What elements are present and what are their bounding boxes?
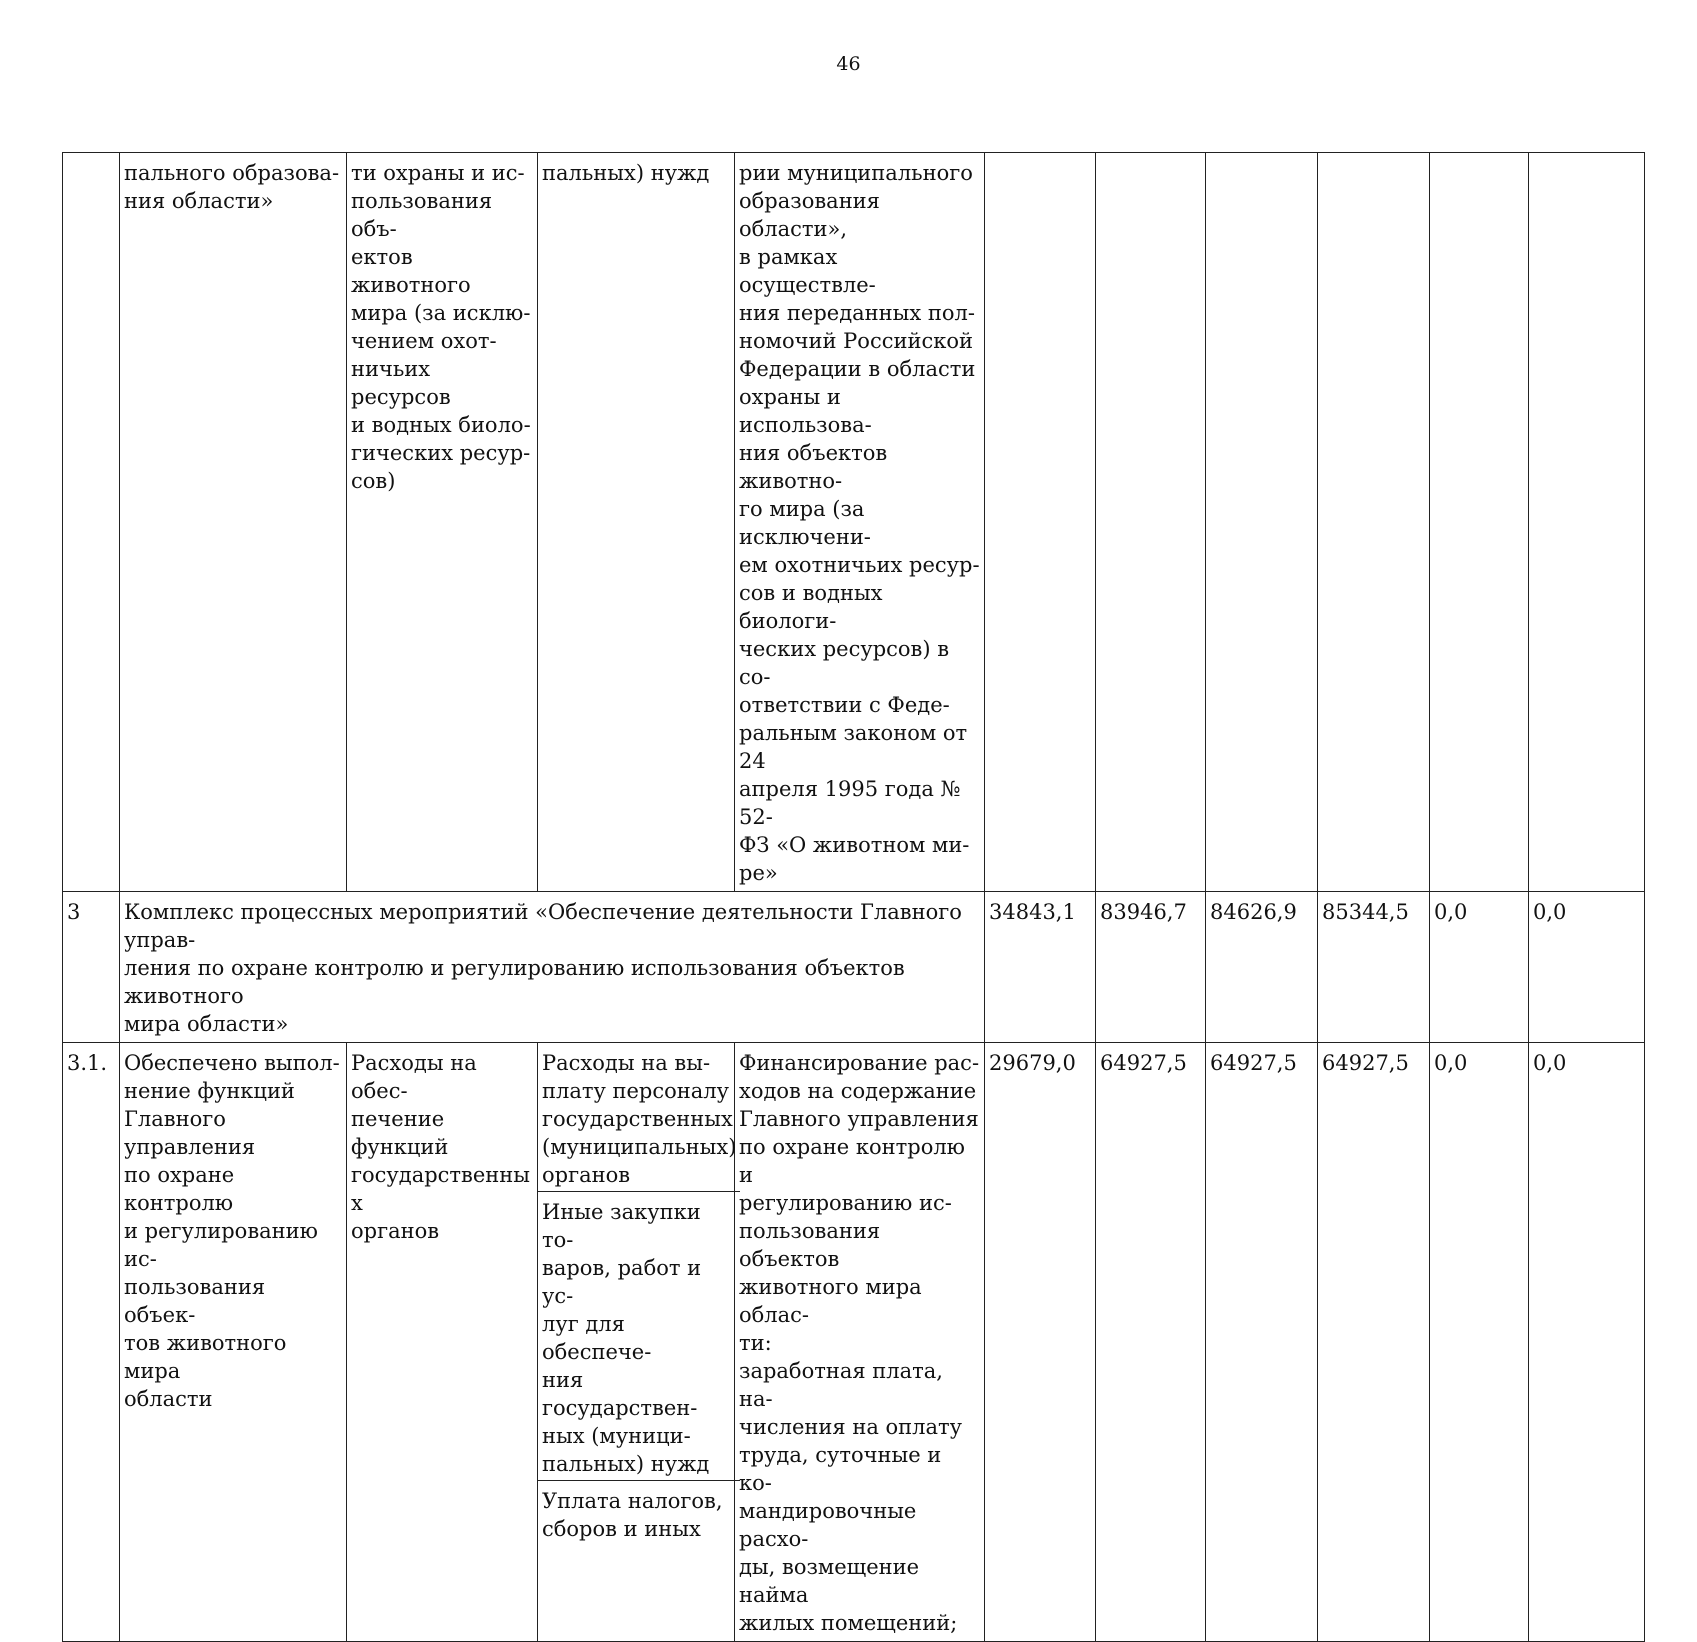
table-row-continued [63,153,1645,892]
cell-value [1430,153,1529,892]
cell-value [1529,153,1645,892]
cell-value: 0,0 [1430,892,1529,1043]
cell-value [1206,153,1318,892]
cell-number [63,153,120,892]
cell-description: Финансирование рас- ходов на содержание Главного управления по охране контролю и регулированию ис- пользования объектов животного мира облас- ти: заработная плата, на- числения на оплату труда, суточные и ко- мандировочные расхо- ды, возмещение найма жилых помещений; [735,1043,985,1642]
cell-value [1318,153,1430,892]
cell-expense-direction: ти охраны и ис- пользования объ- ектов животного мира (за исклю- чением охот- ничьих ресурсов и водных биоло- гических ресур- сов) [347,153,538,892]
cell-value [985,153,1096,892]
page-number: 46 [836,53,861,75]
cell-expense-type: пальных) нужд [538,153,735,892]
cell-value: 0,0 [1430,1043,1529,1642]
table-row-3 [63,892,1645,1043]
expense-subitem: Расходы на вы- плату персоналу государственных (муниципальных) органов [538,1043,740,1192]
table-row-3-1 [63,1043,1645,1642]
cell-value: 64927,5 [1318,1043,1430,1642]
cell-title: Комплекс процессных мероприятий «Обеспечение деятельности Главного управ- ления по охране контролю и регулированию использования объектов животного мира области» [120,892,985,1043]
cell-value [1096,153,1206,892]
cell-expense-types [538,1043,735,1642]
cell-value: 34843,1 [985,892,1096,1043]
cell-description: рии муниципального образования области», в рамках осуществле- ния переданных пол- номочий Российской Федерации в области охраны и использова- ния объектов животно- го мира (за исключени- ем охотничьих ресур- сов и водных биологи- ческих ресурсов) в со- ответствии с Феде- ральным законом от 24 апреля 1995 года № 52- ФЗ «О животном ми- ре» [735,153,985,892]
budget-table [62,152,1645,1642]
cell-result: Обеспечено выпол- нение функций Главного управления по охране контролю и регулированию ис- пользования объек- тов животного мира области [120,1043,347,1642]
cell-result: пального образова- ния области» [120,153,347,892]
cell-value: 29679,0 [985,1043,1096,1642]
cell-value: 64927,5 [1096,1043,1206,1642]
expense-subtable [538,1043,740,1545]
expense-subitem: Иные закупки то- варов, работ и ус- луг для обеспече- ния государствен- ных (муници- пальных) нужд [538,1192,740,1481]
cell-number: 3 [63,892,120,1043]
cell-value: 0,0 [1529,1043,1645,1642]
cell-value: 0,0 [1529,892,1645,1043]
expense-subitem: Уплата налогов, сборов и иных [542,1489,723,1541]
cell-expense-direction: Расходы на обес- печение функций государственных органов [347,1043,538,1642]
cell-value: 64927,5 [1206,1043,1318,1642]
cell-value: 83946,7 [1096,892,1206,1043]
cell-value: 84626,9 [1206,892,1318,1043]
cell-number: 3.1. [63,1043,120,1642]
cell-value: 85344,5 [1318,892,1430,1043]
